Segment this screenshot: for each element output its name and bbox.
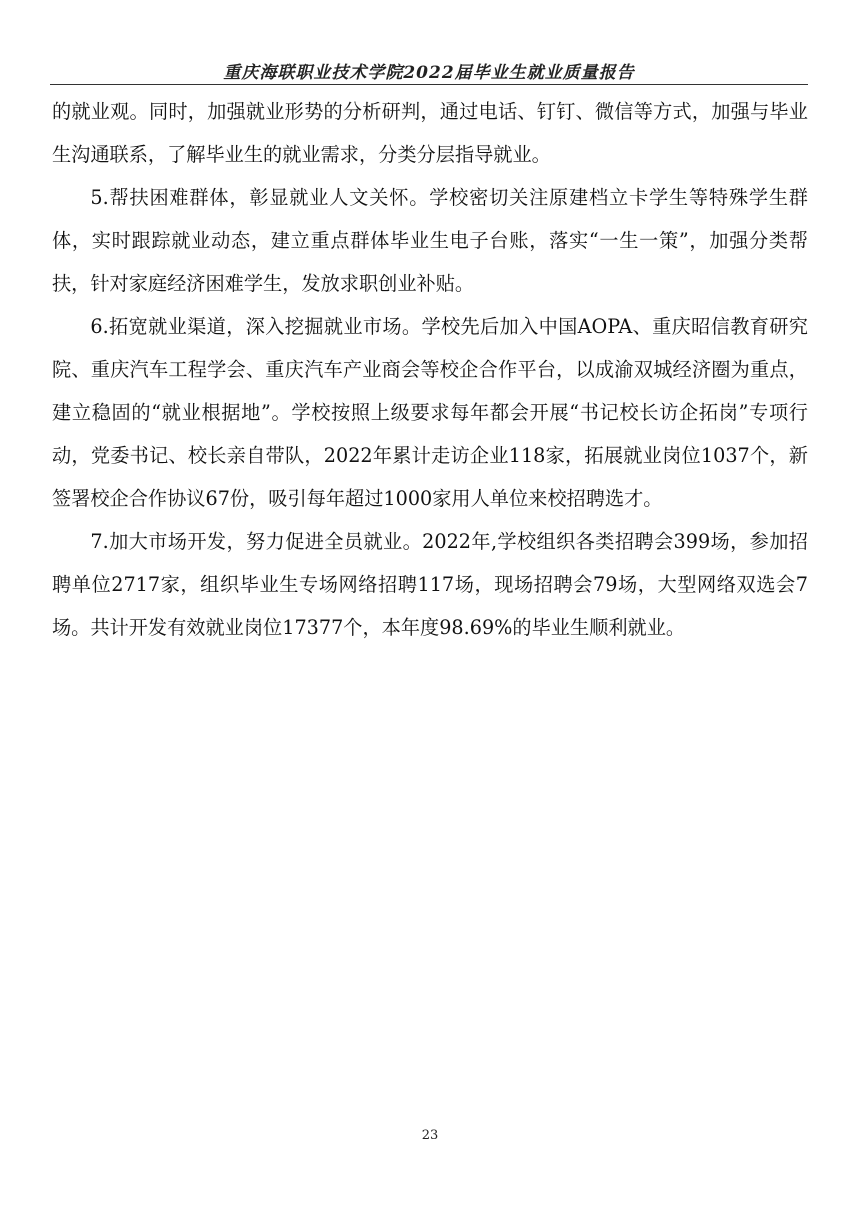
paragraph-continuation: 的就业观。同时，加强就业形势的分析研判，通过电话、钉钉、微信等方式，加强与毕业生沟通联系，了解毕业生的就业需求，分类分层指导就业。 — [52, 100, 808, 166]
paragraph-item-5: 5.帮扶困难群体，彰显就业人文关怀。学校密切关注原建档立卡学生等特殊学生群体，实时跟踪就业动态，建立重点群体毕业生电子台账，落实“一生一策”，加强分类帮扶，针对家庭经济困难学生，发放求职创业补贴。 — [52, 186, 808, 295]
page-body — [52, 90, 808, 649]
report-header-title: 重庆海联职业技术学院2022届毕业生就业质量报告 — [223, 63, 635, 83]
header-divider — [50, 84, 808, 85]
paragraph-item-6: 6.拓宽就业渠道，深入挖掘就业市场。学校先后加入中国AOPA、重庆昭信教育研究院、重庆汽车工程学会、重庆汽车产业商会等校企合作平台，以成渝双城经济圈为重点，建立稳固的“就业根据地”。学校按照上级要求每年都会开展“书记校长访企拓岗”专项行动，党委书记、校长亲自带队，2022年累计走访企业118家，拓展就业岗位1037个，新签署校企合作协议67份，吸引每年超过1000家用人单位来校招聘选才。 — [52, 315, 808, 510]
page-number: 23 — [421, 1128, 439, 1143]
paragraph-item-7: 7.加大市场开发，努力促进全员就业。2022年,学校组织各类招聘会399场，参加招聘单位2717家，组织毕业生专场网络招聘117场，现场招聘会79场，大型网络双选会7场。共计开发有效就业岗位17377个，本年度98.69%的毕业生顺利就业。 — [52, 530, 808, 639]
